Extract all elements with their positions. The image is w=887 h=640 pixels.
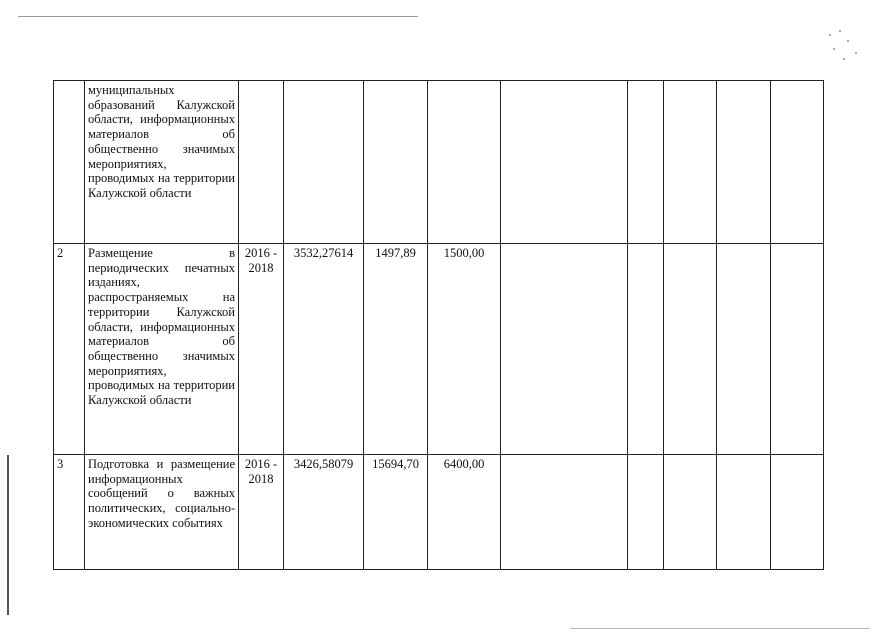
empty-cell <box>771 455 824 570</box>
activity-name-cell: Размещение в периодических печатных изданиях, распространяемых на территории Калужской области, информационных материалов об общественно значимых мероприятиях, проводимых на территории Калужской области <box>85 244 239 455</box>
value-cell-2: 15694,70 <box>364 455 428 570</box>
value-cell-3: 6400,00 <box>428 455 501 570</box>
empty-cell <box>501 455 628 570</box>
row-number-cell <box>54 81 85 244</box>
years-cell: 2016 - 2018 <box>239 244 284 455</box>
value-cell-1: 3532,27614 <box>284 244 364 455</box>
table-row <box>54 455 824 570</box>
value-cell-3 <box>428 81 501 244</box>
empty-cell <box>717 81 771 244</box>
empty-cell <box>501 244 628 455</box>
scan-artifact-left-edge <box>7 455 9 615</box>
scan-artifact-bottom-line <box>570 628 870 629</box>
empty-cell <box>501 81 628 244</box>
row-number-cell: 2 <box>54 244 85 455</box>
years-cell: 2016 - 2018 <box>239 455 284 570</box>
empty-cell <box>628 455 664 570</box>
scan-artifact-noise <box>825 28 865 68</box>
table-row <box>54 244 824 455</box>
empty-cell <box>664 244 717 455</box>
empty-cell <box>628 244 664 455</box>
empty-cell <box>717 244 771 455</box>
program-activities-table <box>53 80 824 570</box>
scan-artifact-top-line <box>18 16 418 17</box>
activity-name-cell: Подготовка и размещение информационных сообщений о важных политических, социально-экономических событиях <box>85 455 239 570</box>
empty-cell <box>771 81 824 244</box>
value-cell-2 <box>364 81 428 244</box>
value-cell-1 <box>284 81 364 244</box>
empty-cell <box>664 455 717 570</box>
table-row <box>54 81 824 244</box>
row-number-cell: 3 <box>54 455 85 570</box>
empty-cell <box>628 81 664 244</box>
empty-cell <box>771 244 824 455</box>
activity-name-cell: муниципальных образований Калужской области, информационных материалов об общественно значимых мероприятиях, проводимых на территории Калужской области <box>85 81 239 244</box>
value-cell-2: 1497,89 <box>364 244 428 455</box>
empty-cell <box>717 455 771 570</box>
value-cell-3: 1500,00 <box>428 244 501 455</box>
years-cell <box>239 81 284 244</box>
empty-cell <box>664 81 717 244</box>
value-cell-1: 3426,58079 <box>284 455 364 570</box>
